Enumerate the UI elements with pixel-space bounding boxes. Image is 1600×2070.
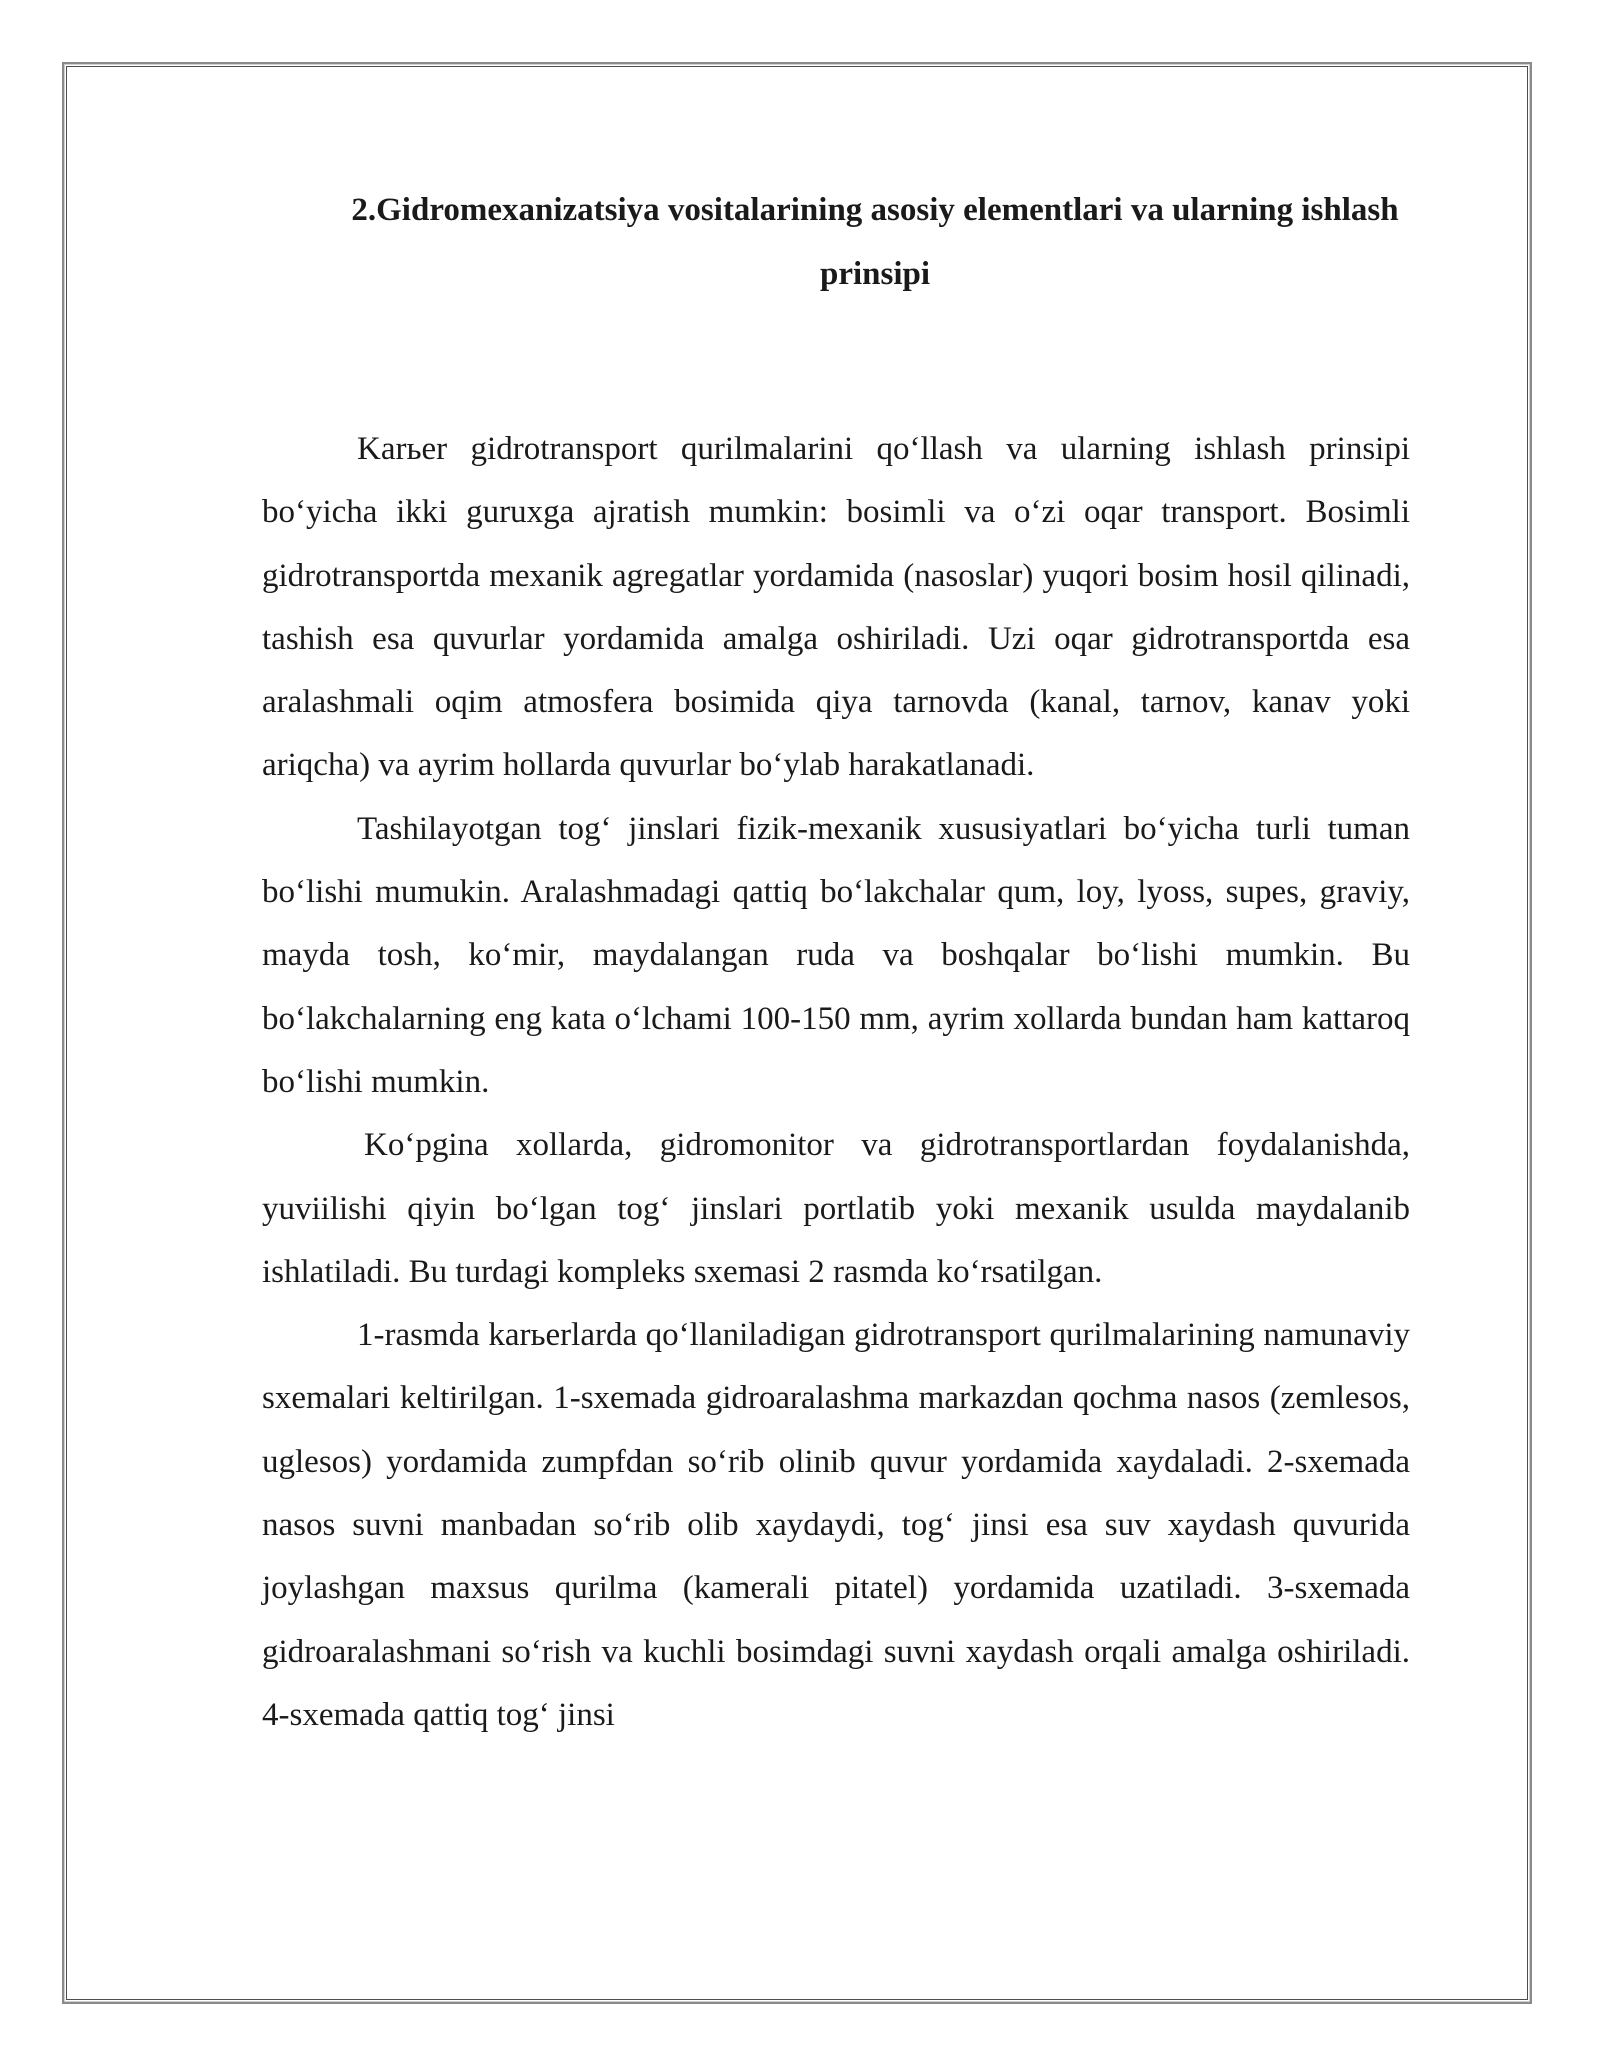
paragraph-4: 1-rasmda karьerlarda qo‘llaniladigan gidrotransport qurilmalarining namunaviy sxemalari keltirilgan. 1-sxemada gidroaralashma markazdan qochma nasos (zemlesos, uglesos) yordamida zumpfdan so‘rib olinib quvur yordamida xaydaladi. 2-sxemada nasos suvni manbadan so‘rib olib xaydaydi, tog‘ jinsi esa suv xaydash quvurida joylashgan maxsus qurilma (kamerali pitatel) yordamida uzatiladi. 3-sxemada gidroaralashmani so‘rish va kuchli bosimdagi suvni xaydash orqali amalga oshiriladi. 4-sxemada qattiq tog‘ jinsi bbox=[262, 1317, 1410, 1733]
paragraph-2: Tashilayotgan tog‘ jinslari fizik-mexanik xususiyatlari bo‘yicha turli tuman bo‘lishi mumukin. Aralashmadagi qattiq bo‘lakchalar qum, loy, lyoss, supes, graviy, mayda tosh, ko‘mir, maydalangan ruda va boshqalar bo‘lishi mumkin. Bu bo‘lakchalarning eng kata o‘lchami 100-150 mm, ayrim xollarda bundan ham kattaroq bo‘lishi mumkin. bbox=[262, 810, 1410, 1100]
body-text bbox=[262, 418, 1410, 1747]
section-heading: 2.Gidromexanizatsiya vositalarining asosiy elementlari va ularning ishlash prinsipi bbox=[351, 192, 1399, 292]
paragraph-1: Karьer gidrotransport qurilmalarini qo‘llash va ularning ishlash prinsipi bo‘yicha ikki guruxga ajratish mumkin: bosimli va o‘zi oqar transport. Bosimli gidrotransportda mexanik agregatlar yordamida (nasoslar) yuqori bosim hosil qilinadi, tashish esa quvurlar yordamida amalga oshiriladi. Uzi oqar gidrotransportda esa aralashmali oqim atmosfera bosimida qiya tarnovda (kanal, tarnov, kanav yoki ariqcha) va ayrim hollarda quvurlar bo‘ylab harakatlanadi. bbox=[262, 431, 1410, 784]
paragraph-3: Ko‘pgina xollarda, gidromonitor va gidrotransportlardan foydalanishda, yuviilishi qiyin bo‘lgan tog‘ jinslari portlatib yoki mexanik usulda maydalanib ishlatiladi. Bu turdagi kompleks sxemasi 2 rasmda ko‘rsatilgan. bbox=[262, 1127, 1410, 1290]
